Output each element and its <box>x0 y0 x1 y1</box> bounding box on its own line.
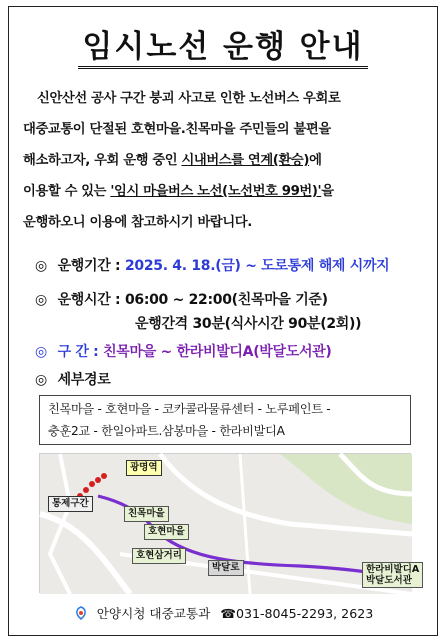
bullet-icon: ◎ <box>35 344 47 360</box>
intro-line-4-a: 이용할 수 있는 <box>23 184 111 199</box>
map-label-hohyeon: 호현마을 <box>144 524 189 540</box>
intro-line-2: 대중교통이 단절된 호현마을.친목마을 주민들의 불편을 <box>23 122 331 137</box>
map-label-closure: 통제구간 <box>48 496 93 512</box>
hours-value: 06:00 ~ 22:00(친목마을 기준) <box>124 292 328 308</box>
interval-row <box>135 313 361 333</box>
route-map <box>39 453 420 593</box>
route-detail-box <box>39 395 411 445</box>
period-value: 2025. 4. 18.(금) ~ 도로통제 해제 시까지 <box>124 258 390 274</box>
intro-line-1: 신안산선 공사 구간 붕괴 사고로 인한 노선버스 우회로 <box>37 91 341 106</box>
section-label: 구 간 : <box>57 344 99 360</box>
interval-value: 운행간격 30분(식사시간 90분(2회)) <box>135 316 362 332</box>
intro-line-3-b: 에 <box>309 153 322 168</box>
intro-line-3-underline: 시내버스를 연계(환승) <box>181 153 310 168</box>
detail-row <box>35 369 110 389</box>
intro-line-5: 운행하오니 이용에 참고하시기 바랍니다. <box>23 215 252 230</box>
title-text: 임시노선 운행 안내 <box>78 29 367 69</box>
intro-paragraph <box>23 83 427 238</box>
phone-icon: ☎ <box>220 606 236 621</box>
route-line-1: 친목마을 - 호현마을 - 코카콜라물류센터 - 노루페인트 - <box>48 402 331 416</box>
footer-org: 안양시청 대중교통과 <box>96 606 211 621</box>
intro-line-4-underline: '임시 마을버스 노선(노선번호 99번)' <box>110 184 322 199</box>
bullet-icon: ◎ <box>35 372 47 388</box>
map-label-station: 광명역 <box>126 460 162 476</box>
period-label: 운행기간 : <box>57 258 121 274</box>
footer-phone: 031-8045-2293, 2623 <box>235 606 374 621</box>
period-row <box>35 255 389 275</box>
detail-label: 세부경로 <box>57 372 111 388</box>
section-row <box>35 341 332 361</box>
notice-page <box>8 6 438 636</box>
intro-line-4-b: 을 <box>321 184 334 199</box>
intro-line-3-a: 해소하고자, 우회 운행 중인 <box>23 153 182 168</box>
footer <box>9 603 437 622</box>
map-label-chinmok: 친목마을 <box>124 506 169 522</box>
map-label-road: 박달로 <box>208 560 244 576</box>
map-label-destination: 한라비발디A 박달도서관 <box>362 562 423 588</box>
bullet-icon: ◎ <box>35 292 47 308</box>
page-title <box>9 21 437 66</box>
hours-row <box>35 289 328 309</box>
route-line-2: 충훈2교 - 한일아파트.삼봉마을 - 한라비발디A <box>48 424 285 438</box>
city-logo-icon <box>73 606 89 620</box>
hours-label: 운행시간 : <box>57 292 121 308</box>
intro-line-3 <box>23 145 427 176</box>
bullet-icon: ◎ <box>35 258 47 274</box>
intro-line-4 <box>23 176 427 207</box>
map-label-junction: 호현삼거리 <box>132 548 186 564</box>
section-value: 친목마을 ~ 한라비발디A(박달도서관) <box>103 344 332 360</box>
